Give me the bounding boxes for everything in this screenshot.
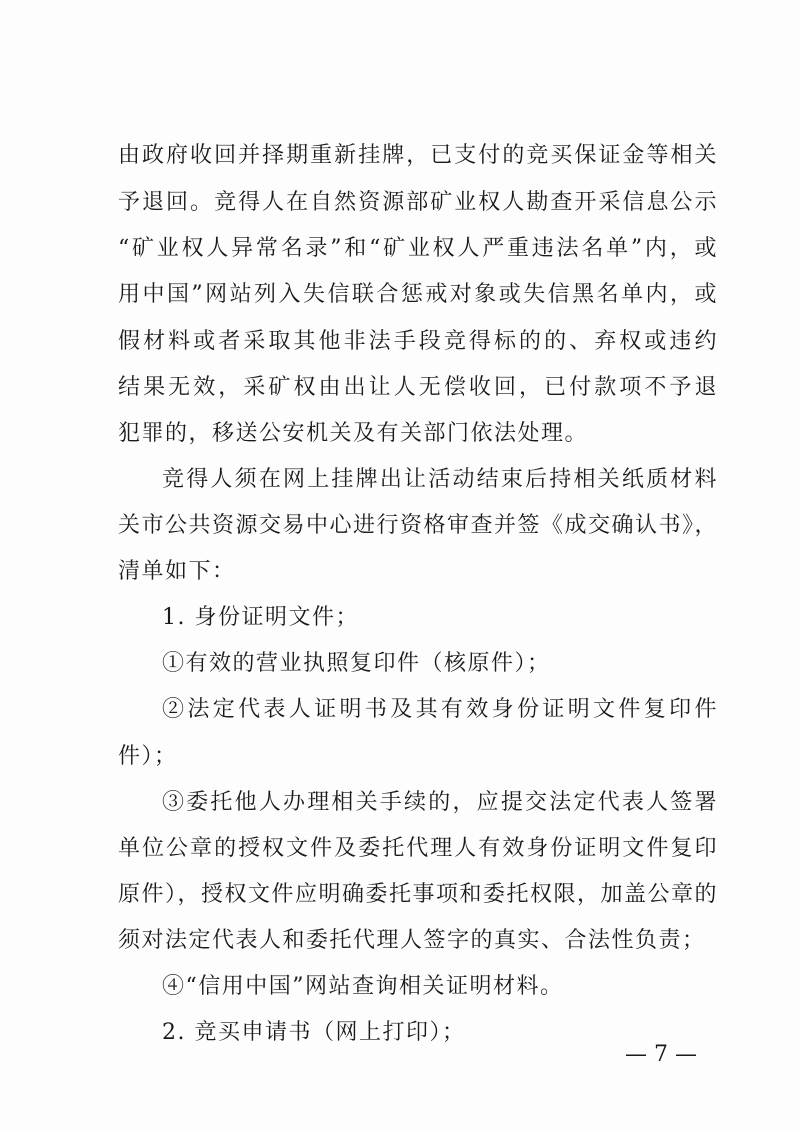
list-item-2: 2. 竞买申请书（网上打印）；: [162, 1020, 466, 1045]
text-line-9: 关市公共资源交易中心进行资格审查并签《成交确认书》，: [118, 513, 718, 538]
page-number: — 7 —: [625, 1042, 697, 1067]
text-line-2: 予退回。竞得人在自然资源部矿业权人勘查开采信息公示: [118, 190, 718, 215]
list-item-1: 1. 身份证明文件；: [162, 605, 359, 630]
text-line-5: 假材料或者采取其他非法手段竞得标的的、弃权或违约: [118, 329, 718, 354]
text-line-3: “矿业权人异常名录”和“矿业权人严重违法名单”内，或: [118, 236, 718, 261]
text-line-10: 清单如下：: [118, 559, 236, 584]
list-subitem-3-cont-2: 原件），授权文件应明确委托事项和委托权限，加盖公章的: [118, 882, 718, 907]
text-line-4: 用中国”网站列入失信联合惩戒对象或失信黑名单内，或: [118, 282, 718, 307]
list-subitem-1: ①有效的营业执照复印件（核原件）；: [162, 651, 551, 676]
text-line-1: 由政府收回并择期重新挂牌，已支付的竞买保证金等相关: [118, 143, 718, 168]
text-line-6: 结果无效，采矿权由出让人无偿收回，已付款项不予退: [118, 375, 718, 400]
list-subitem-2: ②法定代表人证明书及其有效身份证明文件复印件: [162, 697, 718, 722]
text-line-8: 竞得人须在网上挂牌出让活动结束后持相关纸质材料: [162, 467, 718, 492]
list-subitem-3-cont-1: 单位公章的授权文件及委托代理人有效身份证明文件复印: [118, 836, 718, 861]
text-line-7: 犯罪的，移送公安机关及有关部门依法处理。: [118, 421, 589, 446]
list-subitem-4: ④“信用中国”网站查询相关证明材料。: [162, 974, 564, 999]
list-subitem-2-cont: 件）；: [118, 744, 178, 769]
list-subitem-3-cont-3: 须对法定代表人和委托代理人签字的真实、合法性负责；: [118, 928, 706, 953]
list-subitem-3: ③委托他人办理相关手续的，应提交法定代表人签署: [162, 790, 718, 815]
